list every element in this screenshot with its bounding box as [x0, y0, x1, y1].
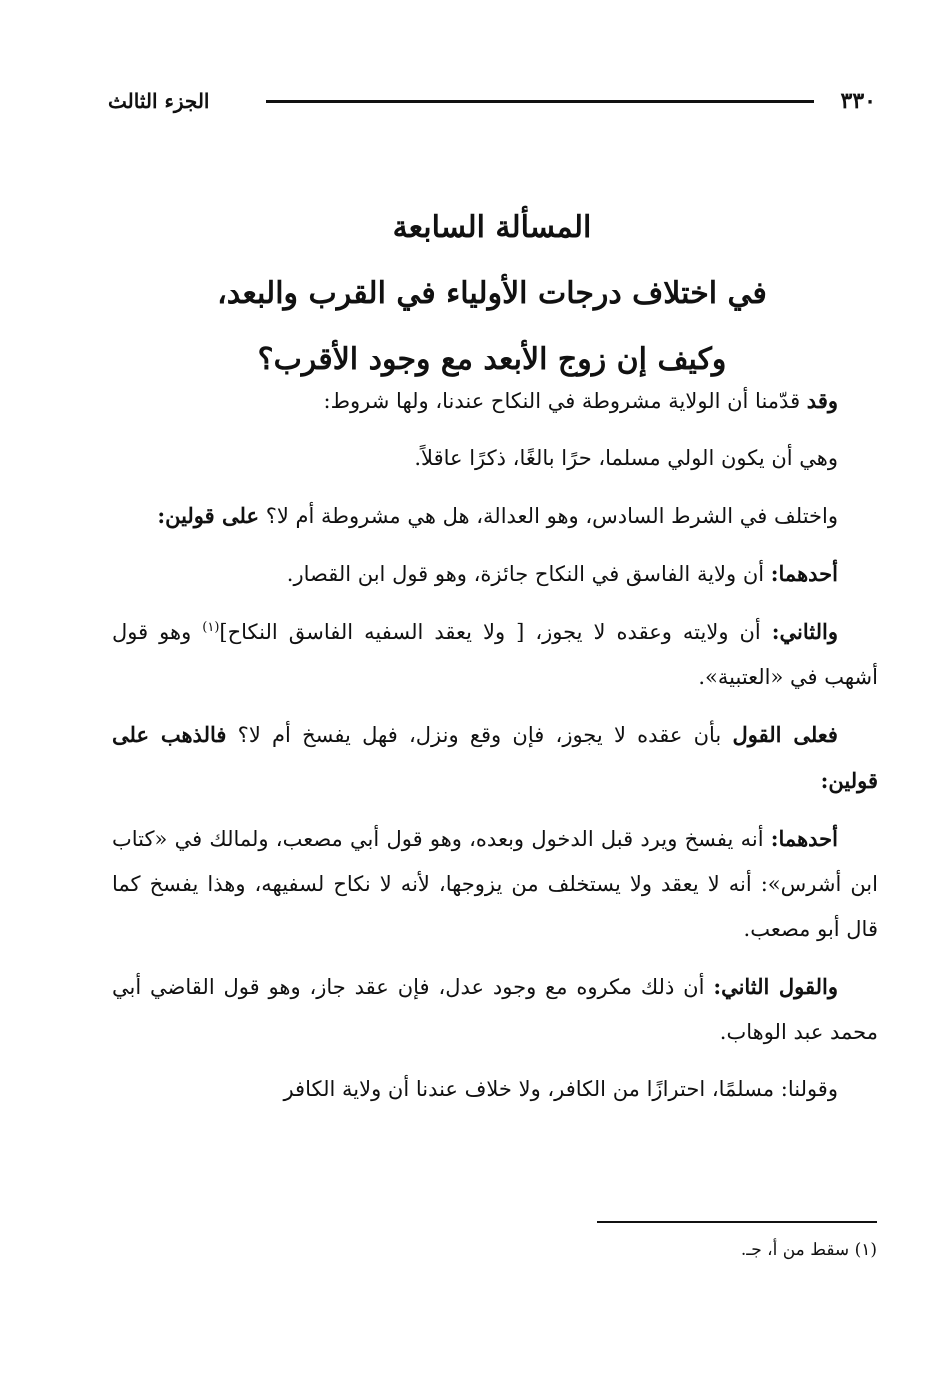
paragraph	[112, 378, 878, 424]
section-title: المسألة السابعة	[392, 210, 592, 245]
paragraph-text: أن ولايته وعقده لا يجوز، [ ولا يعقد السفيه الفاسق النكاح]	[219, 620, 772, 644]
paragraph	[112, 964, 878, 1055]
paragraph-text: أنه يفسخ ويرد قبل الدخول وبعده، وهو قول أبي مصعب، ولمالك في «كتاب ابن أشرس»: أنه لا يعقد ولا يستخلف من يزوجها، لأنه لا نكاح لسفيهه، وهذا يفسخ كما قال أبو مصعب.	[112, 827, 878, 941]
paragraph	[112, 712, 878, 804]
paragraph-text-cont: وهو قول أشهب في «العتبية».	[112, 620, 878, 689]
paragraph-text: واختلف في الشرط السادس، وهو العدالة، هل هي مشروطة أم لا؟	[265, 504, 838, 528]
paragraph	[112, 1067, 878, 1112]
page-header	[108, 86, 876, 116]
page-number: ٣٣٠	[840, 88, 876, 114]
paragraph-lead: أحدهما:	[770, 561, 838, 586]
paragraph-lead: والثاني:	[771, 619, 838, 644]
footnote: (١) سقط من أ، جـ.	[740, 1240, 877, 1260]
paragraph-text: وقولنا: مسلمًا، احترازًا من الكافر، ولا خلاف عندنا أن ولاية الكافر	[283, 1077, 838, 1101]
paragraph-lead: والقول الثاني:	[713, 974, 838, 999]
paragraph-lead: أحدهما:	[770, 826, 838, 851]
part-title: الجزء الثالث	[108, 89, 210, 113]
paragraph-text: قدّمنا أن الولاية مشروطة في النكاح عندنا، ولها شروط:	[323, 389, 807, 413]
paragraph-tail: على قولين:	[157, 503, 259, 528]
paragraph	[112, 609, 878, 700]
header-rule	[266, 100, 814, 103]
footnote-rule	[597, 1221, 877, 1223]
paragraph	[112, 493, 878, 539]
paragraph	[112, 551, 878, 597]
paragraph-lead: فعلى القول	[732, 722, 838, 747]
paragraph-text: أن ذلك مكروه مع وجود عدل، فإن عقد جاز، وهو قول القاضي أبي محمد عبد الوهاب.	[112, 975, 878, 1044]
body-text	[112, 378, 878, 1124]
paragraph	[112, 816, 878, 952]
paragraph-text: بأن عقده لا يجوز، فإن وقع ونزل، فهل يفسخ أم لا؟	[237, 723, 733, 747]
paragraph-lead: وقد	[806, 388, 838, 413]
paragraph-tail: فالذهب على قولين:	[112, 722, 878, 793]
section-subtitle-2: وكيف إن زوج الأبعد مع وجود الأقرب؟	[257, 342, 727, 377]
paragraph	[112, 436, 878, 481]
section-subtitle-1: في اختلاف درجات الأولياء في القرب والبعد،	[217, 276, 767, 311]
paragraph-text: وهي أن يكون الولي مسلما، حرًا بالغًا، ذكرًا عاقلاً.	[414, 446, 838, 470]
footnote-marker[interactable]: (١)	[202, 620, 220, 635]
section-titles	[108, 195, 876, 393]
paragraph-text: أن ولاية الفاسق في النكاح جائزة، وهو قول ابن القصار.	[286, 562, 771, 586]
